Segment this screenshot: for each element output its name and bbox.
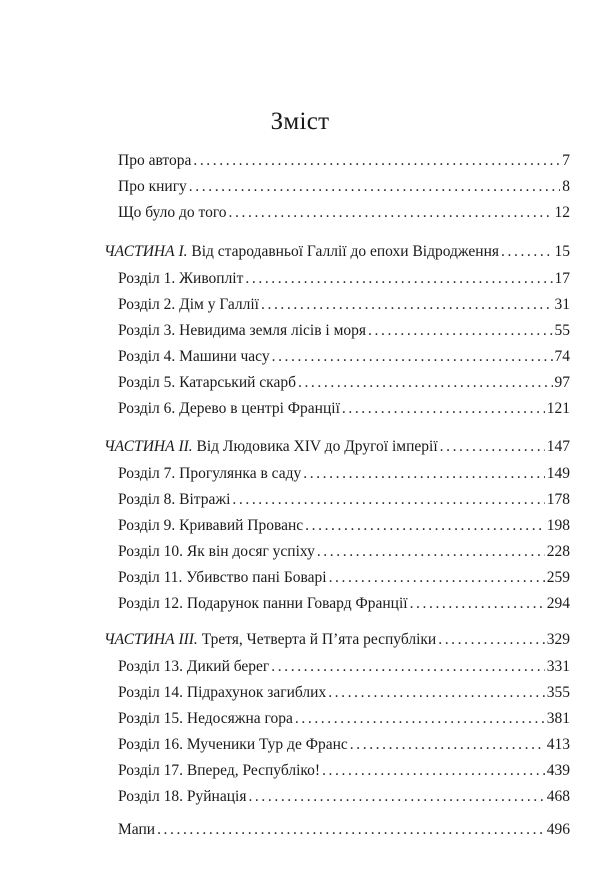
dot-leader: [248, 786, 544, 808]
toc-chapter[interactable]: [118, 541, 570, 563]
page-number: 97: [554, 374, 570, 391]
entry-label: [118, 819, 155, 841]
dot-leader: [303, 463, 545, 485]
toc-chapter[interactable]: [118, 786, 570, 808]
entry-label: [118, 656, 269, 678]
dot-leader: [410, 593, 545, 615]
part-label: ЧАСТИНА II.: [104, 438, 193, 455]
toc-chapter[interactable]: [118, 760, 570, 782]
toc-chapter[interactable]: [118, 682, 570, 704]
dot-leader: [295, 708, 545, 730]
entry-label: [104, 436, 438, 458]
toc-chapter[interactable]: [118, 398, 570, 420]
chapter-title: Розділ 8. Вітражі: [118, 491, 231, 508]
part-title: Від стародавньої Галлії до епохи Відродження: [187, 243, 500, 260]
chapter-title: Розділ 6. Дерево в центрі Франції: [118, 400, 340, 417]
chapter-title: Розділ 9. Кривавий Прованс: [118, 517, 304, 534]
page-number: 12: [554, 204, 570, 221]
entry-label: [118, 682, 326, 704]
page-number: 31: [554, 296, 570, 313]
toc-entry-front[interactable]: [118, 202, 570, 224]
page-number: 228: [546, 543, 570, 560]
chapter-title: Розділ 5. Катарський скарб: [118, 374, 296, 391]
toc-chapter[interactable]: [118, 463, 570, 485]
entry-label: [118, 593, 408, 615]
chapter-title: Розділ 1. Живопліт: [118, 270, 244, 287]
dot-leader: [342, 398, 545, 420]
page-number: 294: [546, 595, 570, 612]
toc-part-heading[interactable]: [104, 436, 570, 458]
page-number: 178: [546, 491, 570, 508]
dot-leader: [245, 268, 552, 290]
toc-part-heading[interactable]: [104, 241, 570, 263]
toc-chapter[interactable]: [118, 268, 570, 290]
chapter-title: Розділ 14. Підрахунок загиблих: [118, 684, 327, 701]
toc-chapter[interactable]: [118, 515, 570, 537]
dot-leader: [328, 682, 545, 704]
page-number: 7: [562, 152, 570, 169]
entry-label: [118, 176, 187, 198]
dot-leader: [329, 567, 545, 589]
entry-label: [118, 515, 303, 537]
page-number: 496: [546, 821, 570, 838]
chapter-title: Розділ 16. Мученики Тур де Франс: [118, 736, 348, 753]
dot-leader: [317, 541, 545, 563]
entry-label: [118, 708, 293, 730]
entry-label: [118, 202, 227, 224]
page-number: 17: [554, 270, 570, 287]
chapter-title: Розділ 11. Убивство пані Боварі: [118, 569, 327, 586]
toc-chapter[interactable]: [118, 294, 570, 316]
chapter-title: Розділ 4. Машини часу: [118, 348, 270, 365]
page-number: 147: [546, 438, 570, 455]
entry-label: [118, 463, 301, 485]
page-number: 74: [554, 348, 570, 365]
dot-leader: [229, 202, 553, 224]
page-title: Зміст: [270, 108, 330, 135]
page-number: 259: [546, 569, 570, 586]
page-number: 149: [546, 465, 570, 482]
entry-label: [118, 786, 246, 808]
part-title: Від Людовика XIV до Другої імперії: [192, 438, 438, 455]
dot-leader: [232, 489, 544, 511]
chapter-title: Розділ 2. Дім у Галлії: [118, 296, 259, 313]
page-number: 468: [546, 788, 570, 805]
dot-leader: [298, 372, 553, 394]
page-number: 121: [546, 400, 570, 417]
toc-part-heading[interactable]: [104, 629, 570, 651]
chapter-title: Розділ 17. Вперед, Республіко!: [118, 762, 321, 779]
entry-title: Що було до того: [118, 204, 227, 221]
toc-entry-back[interactable]: [118, 819, 570, 841]
chapter-title: Розділ 10. Як він досяг успіху: [118, 543, 315, 560]
entry-label: [118, 346, 270, 368]
entry-label: [118, 294, 259, 316]
dot-leader: [193, 150, 560, 172]
chapter-title: Розділ 12. Подарунок панни Говард Франції: [118, 595, 408, 612]
toc-entry-front[interactable]: [118, 176, 570, 198]
part-label: ЧАСТИНА III.: [104, 631, 198, 648]
toc-chapter[interactable]: [118, 656, 570, 678]
chapter-title: Розділ 13. Дикий берег: [118, 658, 270, 675]
page-number: 329: [546, 631, 570, 648]
dot-leader: [305, 515, 545, 537]
page-number: 55: [554, 322, 570, 339]
toc-chapter[interactable]: [118, 593, 570, 615]
part-title: Третя, Четверта й П’ята республіки: [197, 631, 437, 648]
toc-chapter[interactable]: [118, 567, 570, 589]
toc-chapter[interactable]: [118, 320, 570, 342]
toc-entry-front[interactable]: [118, 150, 570, 172]
entry-label: [118, 760, 320, 782]
entry-title: Мапи: [118, 821, 156, 838]
page-number: 381: [546, 710, 570, 727]
entry-label: [118, 541, 315, 563]
entry-label: [118, 320, 366, 342]
page-number: 439: [546, 762, 570, 779]
entry-label: [118, 734, 348, 756]
page-number: 355: [546, 684, 570, 701]
dot-leader: [501, 241, 552, 263]
dot-leader: [322, 760, 545, 782]
entry-label: [104, 241, 499, 263]
chapter-title: Розділ 15. Недосяжна гора: [118, 710, 293, 727]
entry-label: [118, 268, 243, 290]
entry-label: [118, 489, 230, 511]
dot-leader: [368, 320, 552, 342]
page-number: 8: [562, 178, 570, 195]
page-number: 331: [546, 658, 570, 675]
dot-leader: [438, 629, 545, 651]
page-number: 198: [546, 517, 570, 534]
entry-label: [118, 398, 340, 420]
dot-leader: [350, 734, 545, 756]
toc-chapter[interactable]: [118, 708, 570, 730]
dot-leader: [189, 176, 560, 198]
entry-label: [118, 567, 327, 589]
page-number: 15: [554, 243, 570, 260]
entry-title: Про книгу: [118, 178, 187, 195]
entry-label: [104, 629, 436, 651]
dot-leader: [272, 346, 553, 368]
chapter-title: Розділ 3. Невидима земля лісів і моря: [118, 322, 367, 339]
entry-label: [118, 372, 296, 394]
toc-chapter[interactable]: [118, 346, 570, 368]
dot-leader: [157, 819, 545, 841]
dot-leader: [440, 436, 545, 458]
chapter-title: Розділ 7. Прогулянка в саду: [118, 465, 302, 482]
toc-chapter[interactable]: [118, 734, 570, 756]
part-label: ЧАСТИНА I.: [104, 243, 188, 260]
entry-title: Про автора: [118, 152, 192, 169]
toc-chapter[interactable]: [118, 489, 570, 511]
toc-chapter[interactable]: [118, 372, 570, 394]
dot-leader: [261, 294, 553, 316]
chapter-title: Розділ 18. Руйнація: [118, 788, 247, 805]
dot-leader: [271, 656, 544, 678]
page-number: 413: [546, 736, 570, 753]
entry-label: [118, 150, 191, 172]
